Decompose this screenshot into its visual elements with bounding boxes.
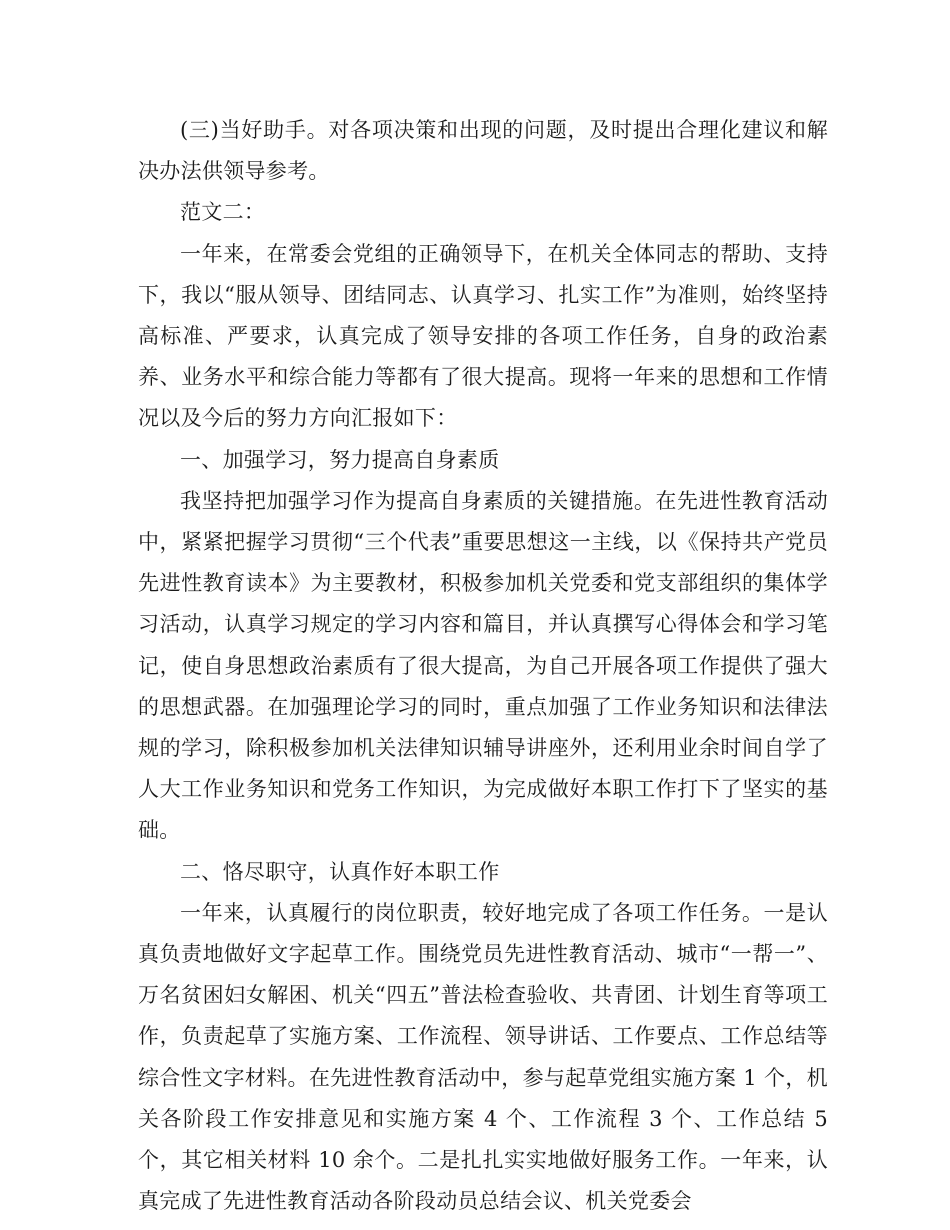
paragraph-assistant: (三)当好助手。对各项决策和出现的问题，及时提出合理化建议和解决办法供领导参考。 bbox=[138, 118, 828, 184]
document-body bbox=[138, 110, 828, 1222]
heading-study: 一、加强学习，努力提高自身素质 bbox=[180, 447, 500, 472]
heading-sample-two: 范文二： bbox=[180, 200, 266, 225]
paragraph-study: 我坚持把加强学习作为提高自身素质的关键措施。在先进性教育活动中，紧紧把握学习贯彻“三个代表”重要思想这一主线，以《保持共产党员先进性教育读本》为主要教材，积极参加机关党委和党支部组织的集体学习活动，认真学习规定的学习内容和篇目，并认真撰写心得体会和学习笔记，使自身思想政治素质有了很大提高，为自己开展各项工作提供了强大的思想武器。在加强理论学习的同时，重点加强了工作业务知识和法律法规的学习，除积极参加机关法律知识辅导讲座外，还利用业余时间自学了人大工作业务知识和党务工作知识，为完成做好本职工作打下了坚实的基础。 bbox=[138, 488, 828, 843]
paragraph-intro: 一年来，在常委会党组的正确领导下，在机关全体同志的帮助、支持下，我以“服从领导、团结同志、认真学习、扎实工作”为准则，始终坚持高标准、严要求，认真完成了领导安排的各项工作任务，自身的政治素养、业务水平和综合能力等都有了很大提高。现将一年来的思想和工作情况以及今后的努力方向汇报如下： bbox=[138, 241, 828, 431]
paragraph-duty: 一年来，认真履行的岗位职责，较好地完成了各项工作任务。一是认真负责地做好文字起草工作。围绕党员先进性教育活动、城市“一帮一”、万名贫困妇女解困、机关“四五”普法检查验收、共青团、计划生育等项工作，负责起草了实施方案、工作流程、领导讲话、工作要点、工作总结等综合性文字材料。在先进性教育活动中，参与起草党组实施方案 1 个，机关各阶段工作安排意见和实施方案 4 个、工作流程 3 个、工作总结 5 个，其它相关材料 10 余个。二是扎扎实实地做好服务工作。一年来，认真完成了先进性教育活动各阶段动员总结会议、机关党委会 bbox=[138, 900, 828, 1214]
heading-duty: 二、恪尽职守，认真作好本职工作 bbox=[180, 859, 500, 884]
